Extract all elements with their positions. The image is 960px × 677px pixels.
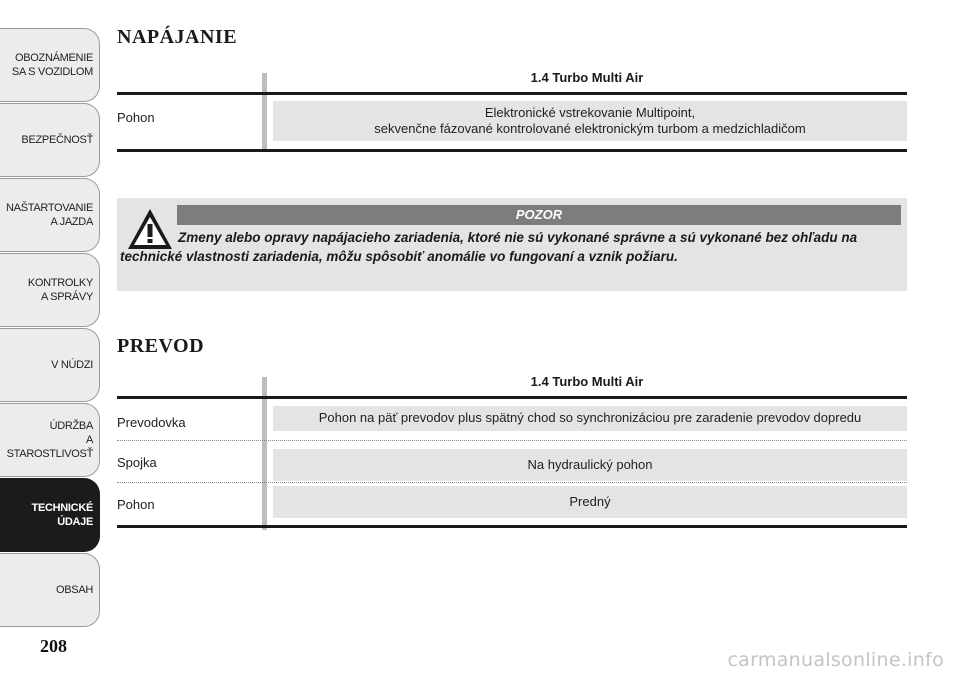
section-title-prevod: PREVOD	[117, 335, 205, 357]
tab-technicke-udaje[interactable]: TECHNICKÉ ÚDAJE	[0, 478, 100, 552]
prevod-table	[117, 374, 907, 530]
row-label-prevodovka: Prevodovka	[117, 415, 186, 430]
tab-udrzba[interactable]: ÚDRŽBA A STAROSTLIVOSŤ	[0, 403, 100, 477]
row-label-spojka: Spojka	[117, 455, 157, 470]
warning-box	[117, 198, 907, 291]
row-value-pohon: Predný	[273, 486, 907, 518]
tab-nastartovanie[interactable]: NAŠTARTOVANIE A JAZDA	[0, 178, 100, 252]
section-title-napajanie: NAPÁJANIE	[117, 26, 238, 48]
warning-title: POZOR	[177, 205, 901, 225]
tab-oboznamenie[interactable]: OBOZNÁMENIE SA S VOZIDLOM	[0, 28, 100, 102]
column-header: 1.4 Turbo Multi Air	[530, 70, 644, 85]
tab-v-nudzi[interactable]: V NÚDZI	[0, 328, 100, 402]
bottom-rule	[117, 149, 907, 152]
header-rule	[117, 396, 907, 399]
tab-bezpecnost[interactable]: BEZPEČNOSŤ	[0, 103, 100, 177]
row-label-pohon: Pohon	[117, 110, 155, 125]
page-number: 208	[40, 636, 67, 656]
row-separator	[117, 482, 907, 483]
tab-kontrolky[interactable]: KONTROLKY A SPRÁVY	[0, 253, 100, 327]
value-line-2: sekvenčne fázované kontrolované elektronickým turbom a medzichladičom	[374, 121, 806, 136]
row-separator	[117, 440, 907, 441]
column-header: 1.4 Turbo Multi Air	[530, 374, 644, 389]
row-value-pohon	[273, 101, 907, 141]
warning-text: Zmeny alebo opravy napájacieho zariadenia, ktoré nie sú vykonané správne a sú vykonané bez ohľadu na technické vlastnosti zariadenia, môžu spôsobiť anomálie vo fungovaní a vznik požiaru.	[120, 230, 858, 264]
tab-obsah[interactable]: OBSAH	[0, 553, 100, 627]
row-label-pohon: Pohon	[117, 497, 155, 512]
value-line-1: Elektronické vstrekovanie Multipoint,	[484, 105, 696, 120]
napajanie-table	[117, 70, 907, 152]
row-value-prevodovka: Pohon na päť prevodov plus spätný chod so synchronizáciou pre zaradenie prevodov dopredu	[273, 406, 907, 431]
table-divider	[262, 377, 267, 530]
watermark-text: carmanualsonline.info	[727, 649, 944, 671]
bottom-rule	[117, 525, 907, 528]
header-rule	[117, 92, 907, 95]
row-value-spojka: Na hydraulický pohon	[273, 449, 907, 481]
